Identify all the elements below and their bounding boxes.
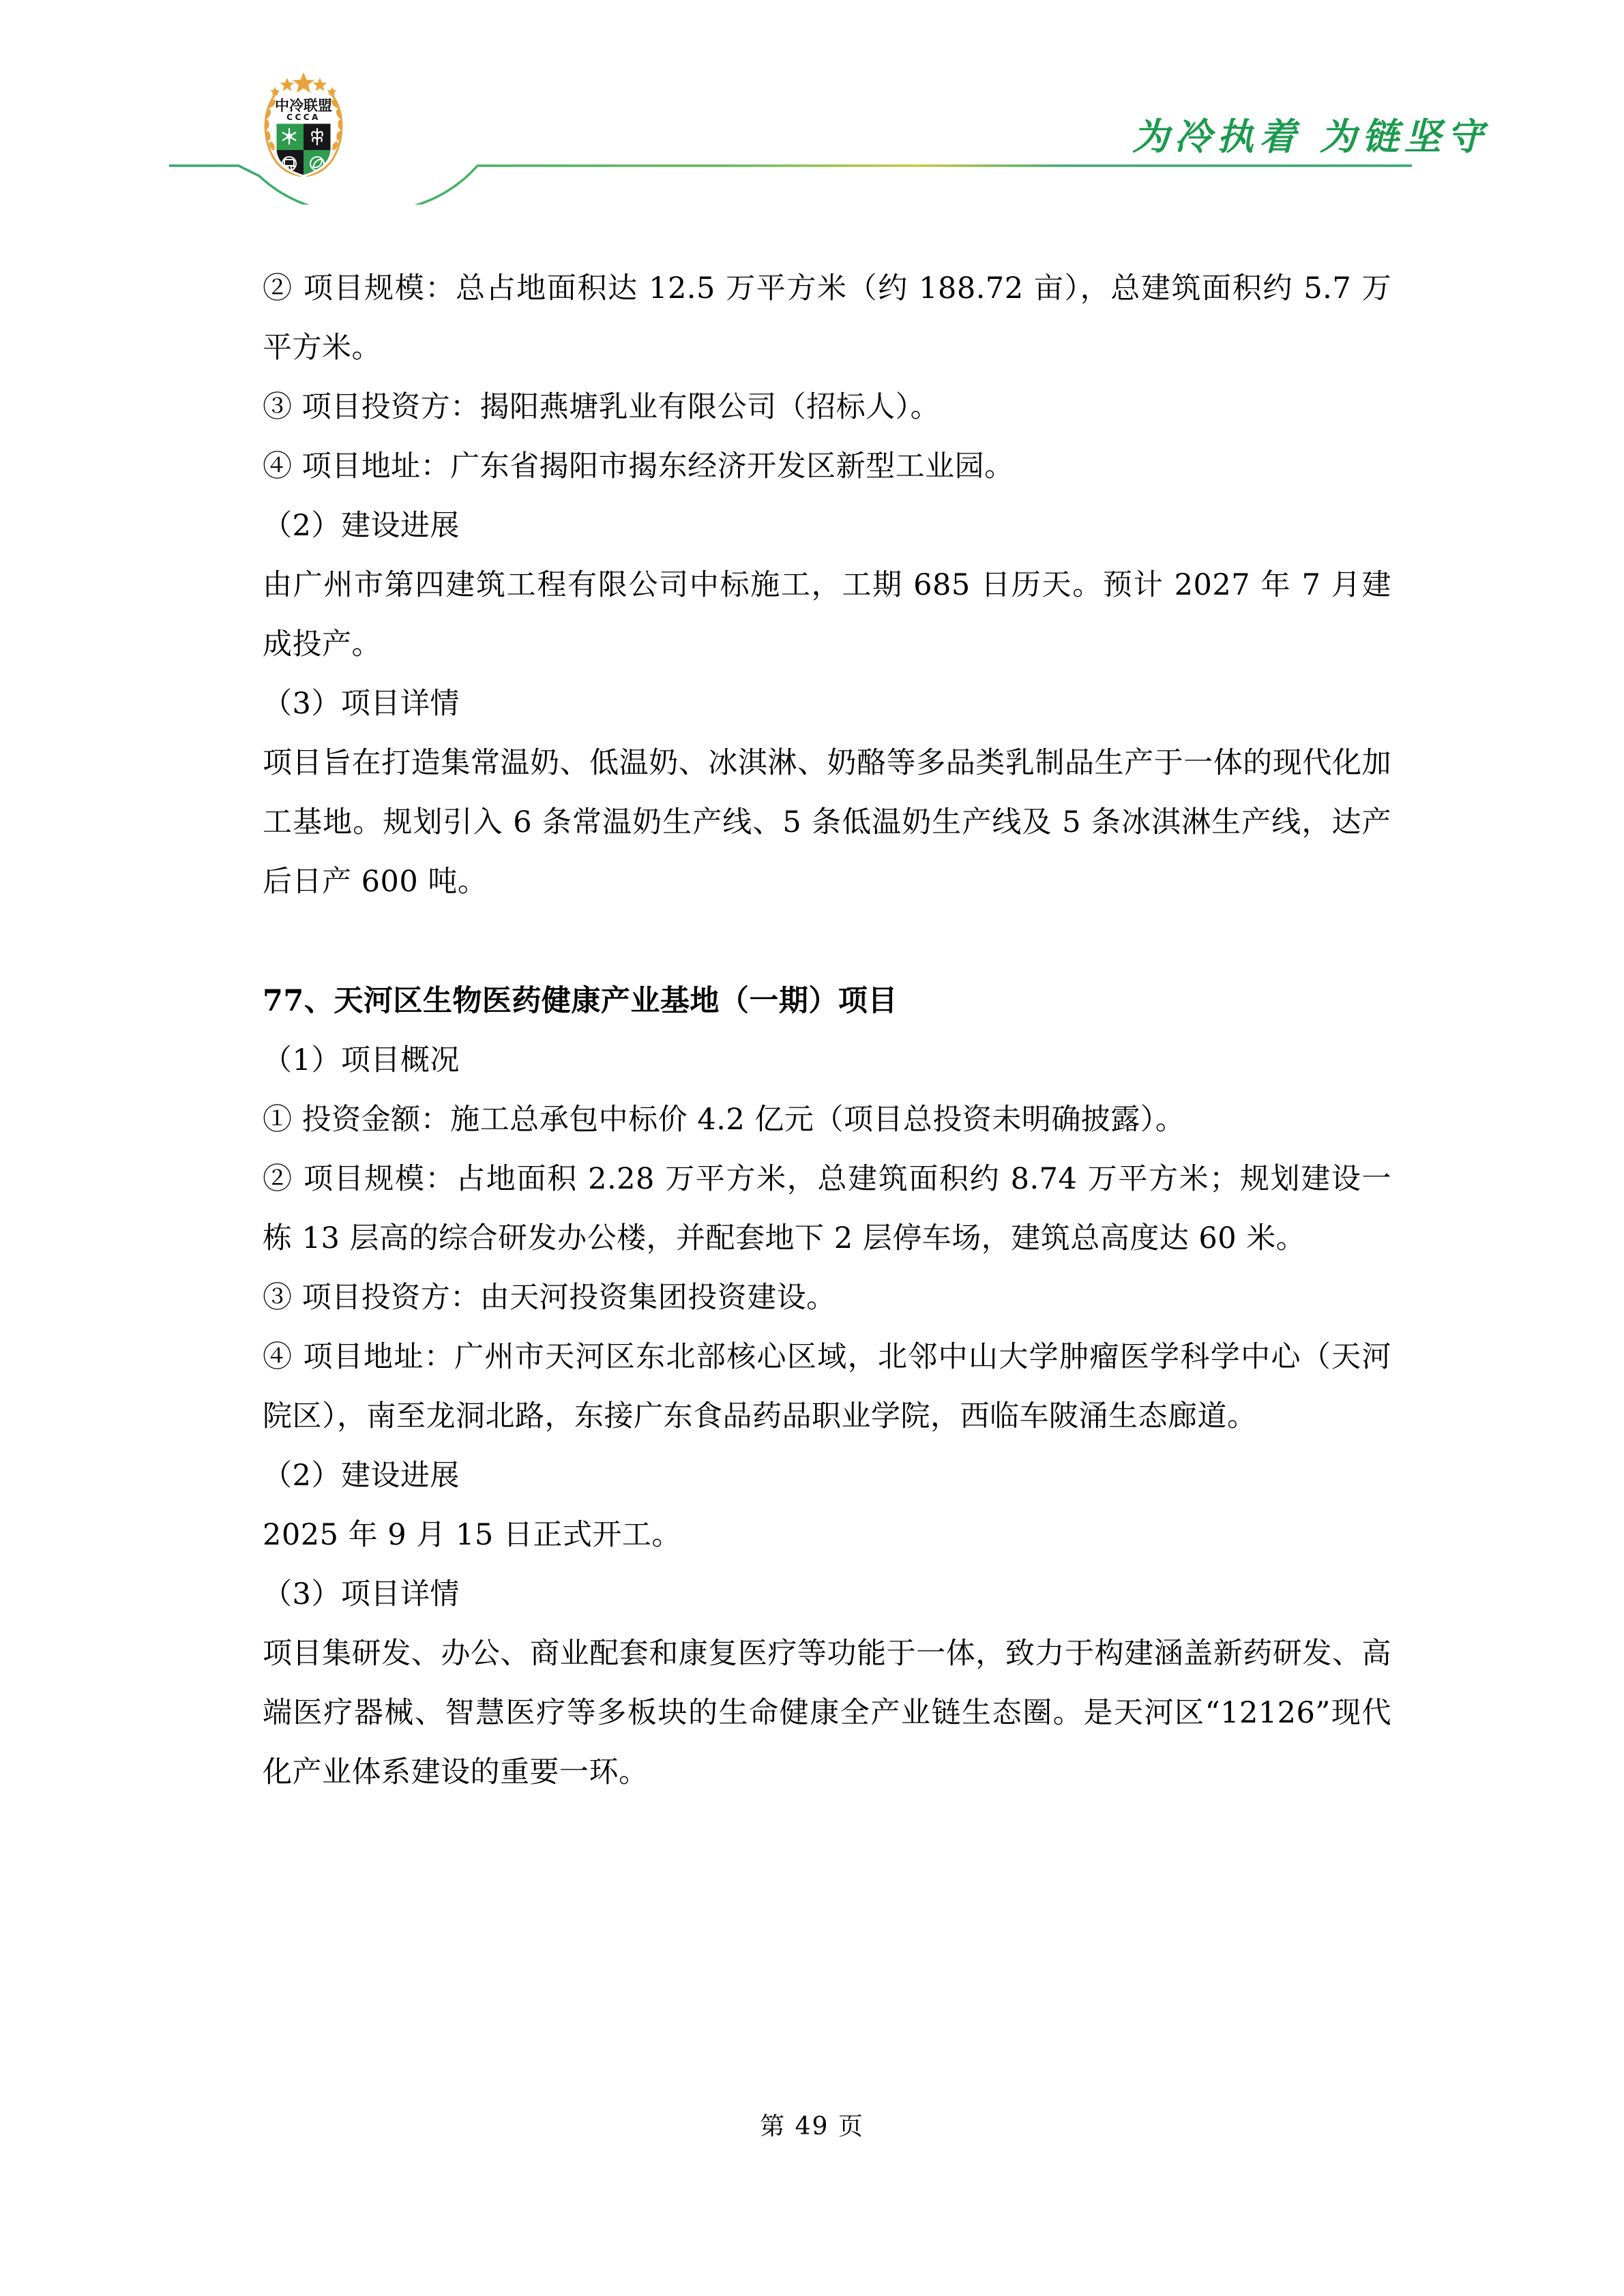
body-paragraph: （2）建设进展 — [263, 509, 460, 543]
header-divider-rule — [0, 0, 1624, 205]
logo-stars-icon — [270, 72, 337, 96]
paragraph-spacer — [263, 912, 1391, 972]
body-paragraph: ③ 项目投资方：由天河投资集团投资建设。 — [263, 1281, 836, 1315]
ccca-logo — [252, 68, 355, 181]
body-paragraph: ④ 项目地址：广州市天河区东北部核心区域，北邻中山大学肿瘤医学科学中心（天河院区），南至龙洞北路，东接广东食品药品职业学院，西临车陂涌生态廊道。 — [263, 1340, 1391, 1433]
body-paragraph: ② 项目规模：总占地面积达 12.5 万平方米（约 188.72 亩），总建筑面积约 5.7 万平方米。 — [263, 271, 1391, 365]
body-paragraph: 2025 年 9 月 15 日正式开工。 — [263, 1518, 681, 1552]
body-paragraph: 项目旨在打造集常温奶、低温奶、冰淇淋、奶酪等多品类乳制品生产于一体的现代化加工基地。规划引入 6 条常温奶生产线、5 条低温奶生产线及 5 条冰淇淋生产线，达产后日产 600 吨。 — [263, 746, 1391, 899]
page-footer — [0, 2107, 1624, 2142]
logo-wordmark-en: CCCA — [286, 113, 321, 122]
body-paragraph: （2）建设进展 — [263, 1459, 460, 1493]
body-paragraph: ④ 项目地址：广东省揭阳市揭东经济开发区新型工业园。 — [263, 449, 1014, 483]
logo-wordmark-cn: 中冷联盟 — [275, 98, 332, 114]
body-paragraph: ② 项目规模：占地面积 2.28 万平方米，总建筑面积约 8.74 万平方米；规划建设一栋 13 层高的综合研发办公楼，并配套地下 2 层停车场，建筑总高度达 60 米。 — [263, 1162, 1391, 1255]
body-paragraph: 由广州市第四建筑工程有限公司中标施工，工期 685 日历天。预计 2027 年 7 月建成投产。 — [263, 568, 1391, 661]
body-paragraph: （1）项目概况 — [263, 1043, 460, 1077]
page-number: 第 49 页 — [760, 2113, 864, 2141]
body-paragraph: （3）项目详情 — [263, 1577, 460, 1611]
body-paragraph: （3）项目详情 — [263, 687, 460, 721]
header-slogan: 为冷执着 为链坚守 — [1132, 115, 1489, 158]
body-paragraph: ③ 项目投资方：揭阳燕塘乳业有限公司（招标人）。 — [263, 390, 941, 424]
document-body — [263, 259, 1391, 1802]
body-paragraph: ① 投资金额：施工总承包中标价 4.2 亿元（项目总投资未明确披露）。 — [263, 1103, 1185, 1137]
section-heading: 77、天河区生物医药健康产业基地（一期）项目 — [263, 984, 898, 1018]
body-paragraph: 项目集研发、办公、商业配套和康复医疗等功能于一体，致力于构建涵盖新药研发、高端医疗器械、智慧医疗等多板块的生命健康全产业链生态圈。是天河区“12126”现代化产业体系建设的重要一环。 — [263, 1637, 1391, 1789]
page-header — [0, 0, 1624, 205]
